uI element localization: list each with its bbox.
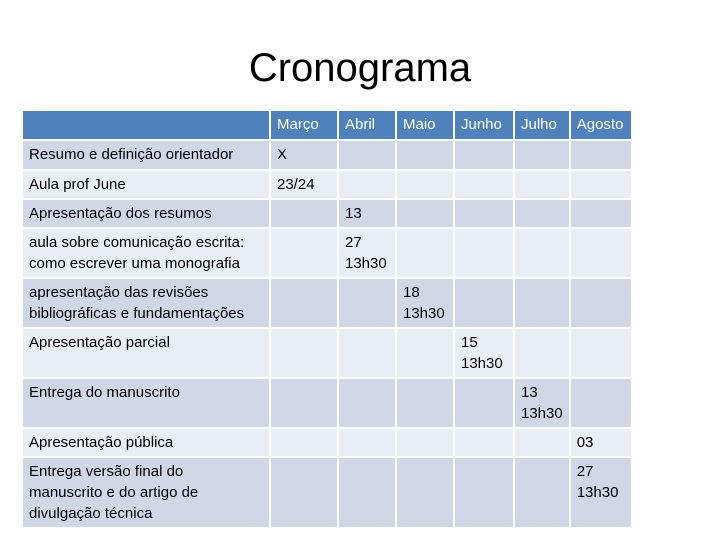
activity-cell bbox=[23, 141, 269, 169]
activity-text: Resumo e definição orientador bbox=[29, 146, 234, 163]
activity-text: Apresentação pública bbox=[29, 434, 174, 451]
schedule-cell-junho bbox=[455, 200, 513, 227]
schedule-cell-junho bbox=[455, 458, 513, 527]
schedule-cell-maio bbox=[397, 458, 453, 527]
schedule-cell-text: 27 bbox=[345, 234, 362, 251]
month-header-maio: Maio bbox=[397, 111, 453, 139]
schedule-cell-agosto bbox=[571, 141, 631, 169]
page-title: Cronograma bbox=[248, 46, 472, 90]
activity-text: Entrega versão final do bbox=[29, 463, 184, 480]
month-header-junho: Junho bbox=[455, 111, 513, 139]
schedule-cell-junho bbox=[455, 329, 513, 377]
schedule-cell-agosto bbox=[571, 171, 631, 198]
table-row bbox=[23, 279, 631, 327]
header-corner-cell bbox=[23, 111, 269, 139]
schedule-cell-marco bbox=[271, 229, 337, 277]
table-row bbox=[23, 458, 631, 527]
schedule-cell-maio bbox=[397, 171, 453, 198]
schedule-cell-text: 03 bbox=[576, 434, 594, 451]
schedule-cell-marco bbox=[271, 141, 337, 169]
schedule-cell-marco bbox=[271, 458, 337, 527]
schedule-cell-julho bbox=[515, 171, 569, 198]
activity-cell bbox=[23, 229, 269, 277]
schedule-cell-marco bbox=[271, 279, 337, 327]
schedule-cell-marco bbox=[271, 429, 337, 456]
schedule-cell-agosto bbox=[571, 458, 631, 527]
schedule-body bbox=[23, 141, 631, 527]
schedule-cell-junho bbox=[455, 379, 513, 427]
activity-text: Apresentação parcial bbox=[29, 334, 170, 351]
schedule-cell-julho bbox=[515, 200, 569, 227]
activity-text: bibliográficas e fundamentações bbox=[29, 305, 245, 322]
month-header-abril: Abril bbox=[339, 111, 395, 139]
activity-cell bbox=[23, 279, 269, 327]
activity-text: Apresentação dos resumos bbox=[29, 205, 212, 222]
schedule-cell-agosto bbox=[571, 229, 631, 277]
activity-text: apresentação das revisões bbox=[29, 284, 209, 301]
schedule-cell-maio bbox=[397, 200, 453, 227]
schedule-cell-abril bbox=[339, 141, 395, 169]
schedule-cell-text: X bbox=[277, 146, 288, 163]
schedule-cell-julho bbox=[515, 229, 569, 277]
schedule-cell-text: 13h30 bbox=[521, 405, 563, 422]
table-row bbox=[23, 329, 631, 377]
schedule-cell-abril bbox=[339, 279, 395, 327]
schedule-cell-marco bbox=[271, 171, 337, 198]
activity-cell bbox=[23, 458, 269, 527]
schedule-cell-agosto bbox=[571, 379, 631, 427]
schedule-cell-text: 13h30 bbox=[345, 255, 387, 272]
schedule-cell-junho bbox=[455, 279, 513, 327]
schedule-cell-agosto bbox=[571, 279, 631, 327]
schedule-cell-text: 18 bbox=[403, 284, 420, 301]
activity-cell bbox=[23, 429, 269, 456]
schedule-cell-junho bbox=[455, 229, 513, 277]
schedule-cell-abril bbox=[339, 229, 395, 277]
schedule-cell-junho bbox=[455, 171, 513, 198]
schedule-cell-maio bbox=[397, 379, 453, 427]
table-row bbox=[23, 200, 631, 227]
schedule-cell-agosto bbox=[571, 329, 631, 377]
schedule-cell-junho bbox=[455, 429, 513, 456]
schedule-cell-abril bbox=[339, 429, 395, 456]
table-row bbox=[23, 141, 631, 169]
schedule-cell-text: 13 bbox=[521, 384, 538, 401]
schedule-cell-marco bbox=[271, 200, 337, 227]
activity-text: divulgação técnica bbox=[29, 505, 153, 522]
month-header-marco: Março bbox=[271, 111, 337, 139]
activity-text: aula sobre comunicação escrita: bbox=[29, 234, 245, 251]
schedule-cell-abril bbox=[339, 171, 395, 198]
schedule-cell-abril bbox=[339, 200, 395, 227]
schedule-cell-maio bbox=[397, 229, 453, 277]
schedule-cell-marco bbox=[271, 379, 337, 427]
schedule-cell-agosto bbox=[571, 200, 631, 227]
schedule-cell-maio bbox=[397, 429, 453, 456]
activity-text: manuscrito e do artigo de bbox=[29, 484, 199, 501]
table-row bbox=[23, 229, 631, 277]
schedule-cell-abril bbox=[339, 458, 395, 527]
schedule-cell-julho bbox=[515, 429, 569, 456]
schedule-cell-abril bbox=[339, 379, 395, 427]
schedule-cell-julho bbox=[515, 141, 569, 169]
table-row bbox=[23, 429, 631, 456]
schedule-cell-text: 13h30 bbox=[576, 484, 619, 501]
schedule-cell-julho bbox=[515, 379, 569, 427]
month-header-julho: Julho bbox=[515, 111, 569, 139]
activity-text: Aula prof June bbox=[29, 176, 126, 193]
activity-cell bbox=[23, 200, 269, 227]
schedule-cell-text: 15 bbox=[461, 334, 478, 351]
schedule-cell-maio bbox=[397, 279, 453, 327]
schedule-cell-julho bbox=[515, 279, 569, 327]
schedule-cell-abril bbox=[339, 329, 395, 377]
schedule-cell-text: 27 bbox=[576, 463, 594, 480]
table-row bbox=[23, 171, 631, 198]
header-row bbox=[23, 111, 631, 139]
schedule-cell-agosto bbox=[571, 429, 631, 456]
activity-cell bbox=[23, 329, 269, 377]
schedule-cell-maio bbox=[397, 141, 453, 169]
schedule-cell-julho bbox=[515, 329, 569, 377]
schedule-cell-marco bbox=[271, 329, 337, 377]
activity-text: Entrega do manuscrito bbox=[29, 384, 180, 401]
schedule-cell-text: 13 bbox=[345, 205, 362, 222]
schedule-table bbox=[21, 109, 633, 529]
activity-text: como escrever uma monografia bbox=[29, 255, 240, 272]
month-header-agosto: Agosto bbox=[571, 111, 631, 139]
schedule-cell-text: 13h30 bbox=[461, 355, 503, 372]
schedule-cell-julho bbox=[515, 458, 569, 527]
schedule-cell-text: 23/24 bbox=[277, 176, 315, 193]
schedule-cell-text: 13h30 bbox=[403, 305, 445, 322]
schedule-cell-junho bbox=[455, 141, 513, 169]
activity-cell bbox=[23, 379, 269, 427]
schedule-cell-maio bbox=[397, 329, 453, 377]
activity-cell bbox=[23, 171, 269, 198]
table-row bbox=[23, 379, 631, 427]
